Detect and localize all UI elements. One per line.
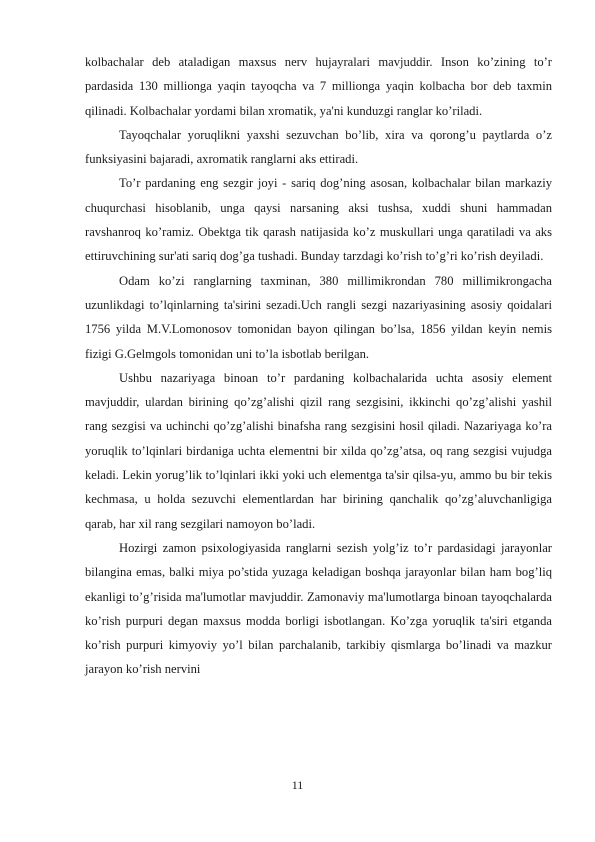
paragraph-kolbachalar: kolbachalar deb ataladigan maxsus nerv hujayralari mavjuddir. Inson ko’zining to’r pardasida 130 millionga yaqin tayoqcha va 7 millionga yaqin kolbacha bor deb taxmin qilinadi. Kolbachalar yordami bilan xromatik, ya'ni kunduzgi ranglar ko’riladi. <box>85 55 552 118</box>
document-body <box>85 50 552 682</box>
paragraph-uch-rangli-nazariya: Odam ko’zi ranglarning taxminan, 380 millimikrondan 780 millimikrongacha uzunlikdagi to’lqinlarning ta'sirini sezadi.Uch rangli sezgi nazariyasining asosiy qoidalari 1756 yilda M.V.Lomonosov tomonidan bayon qilingan bo’lsa, 1856 yildan keyin nemis fizigi G.Gelmgols tomonidan uni to’la isbotlab berilgan. <box>85 273 552 361</box>
page-number: 11 <box>291 778 304 792</box>
paragraph-sariq-dog: To’r pardaning eng sezgir joyi - sariq dog’ning asosan, kolbachalar bilan markaziy chuqurchasi hisoblanib, unga qaysi narsaning aksi tushsa, xuddi shuni hammadan ravshanroq ko’ramiz. Obektga tik qarash natijasida ko’z muskullari unga qaratiladi va aks ettiruvchining sur'ati sariq dog’ga tushadi. Bunday tarzdagi ko’rish to’g’ri ko’rish deyiladi. <box>85 176 552 264</box>
paragraph-nazariya-elementlar: Ushbu nazariyaga binoan to’r pardaning kolbachalarida uchta asosiy element mavjuddir, ulardan birining qo’zg’alishi qizil rang sezgisini, ikkinchi qo’zg’alishi yashil rang sezgisi va uchinchi qo’zg’alishi binafsha rang sezgisini hosil qiladi. Nazariyaga ko’ra yoruqlik to’lqinlari birdaniga uchta elementni bir xilda qo’zg’atsa, oq rang sezgisi vujudga keladi. Lekin yorug’lik to’lqinlari ikki yoki uch elementga ta'sir qilsa-yu, ammo bu bir tekis kechmasa, u holda sezuvchi elementlardan har birining qanchalik qo’zg’aluvchanligiga qarab, har xil rang sezgilari namoyon bo’ladi. <box>85 370 552 531</box>
paragraph-tayoqchalar: Tayoqchalar yoruqlikni yaxshi sezuvchan bo’lib, xira va qorong’u paytlarda o’z funksiyasini bajaradi, axromatik ranglarni aks ettiradi. <box>85 127 552 167</box>
paragraph-hozirgi-zamon: Hozirgi zamon psixologiyasida ranglarni sezish yolg’iz to’r pardasidagi jarayonlar bilangina emas, balki miya po’stida yuzaga keladigan boshqa jarayonlar bilan ham bog’liq ekanligi to’g’risida ma'lumotlar mavjuddir. Zamonaviy ma'lumotlarga binoan tayoqchalarda ko’rish purpuri degan maxsus modda borligi isbotlangan. Ko’zga yoruqlik ta'siri etganda ko’rish purpuri kimyoviy yo’l bilan parchalanib, tarkibiy qismlarga bo’linadi va mazkur jarayon ko’rish nervini <box>85 540 552 677</box>
